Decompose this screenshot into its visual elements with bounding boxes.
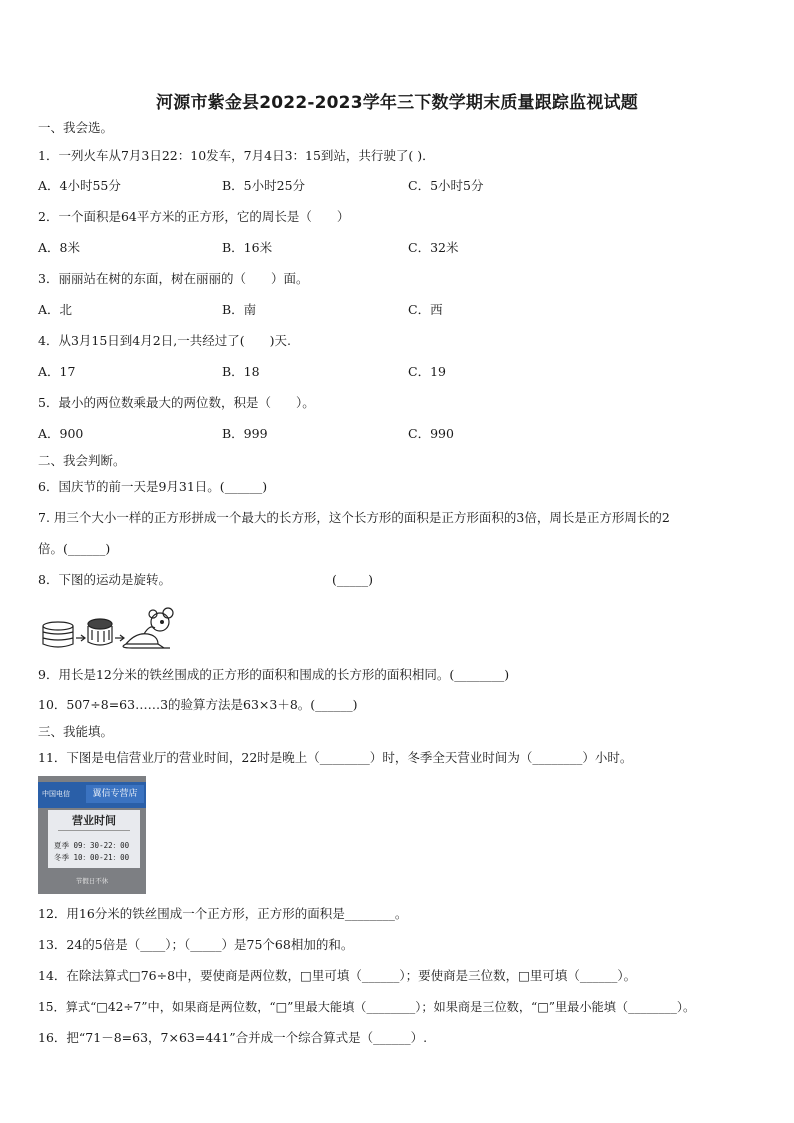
q2-option-c: C．32米 bbox=[408, 240, 459, 255]
question-16: 16．把“71－8=63，7×63=441”合并成一个综合算式是（______）. bbox=[38, 1030, 428, 1045]
q5-option-c: C．990 bbox=[408, 426, 454, 441]
store-name-label: 翼信专营店 bbox=[86, 785, 144, 803]
question-8: 8．下图的运动是旋转。 bbox=[38, 572, 171, 587]
section-heading-fill: 三、我能填。 bbox=[38, 724, 114, 739]
question-10: 10．507÷8=63……3的验算方法是63×3＋8。(______) bbox=[38, 697, 358, 712]
question-6: 6．国庆节的前一天是9月31日。(______) bbox=[38, 479, 268, 494]
q2-option-b: B．16米 bbox=[222, 240, 273, 255]
section-heading-choose: 一、我会选。 bbox=[38, 120, 114, 135]
question-7-line1: 7. 用三个大小一样的正方形拼成一个最大的长方形，这个长方形的面积是正方形面积的3倍，周长是正方形周长的2 bbox=[38, 510, 670, 525]
q4-option-a: A．17 bbox=[38, 364, 76, 379]
question-2: 2．一个面积是64平方米的正方形，它的周长是（ ） bbox=[38, 209, 350, 224]
q8-answer-blank: (_____) bbox=[332, 572, 374, 587]
q4-option-c: C．19 bbox=[408, 364, 446, 379]
question-7-line2: 倍。(______) bbox=[38, 541, 111, 556]
question-4: 4．从3月15日到4月2日,一共经过了( )天. bbox=[38, 333, 291, 348]
question-14: 14．在除法算式□76÷8中，要使商是两位数，□里可填（______）；要使商是三位数，□里可填（______）。 bbox=[38, 968, 637, 983]
q2-option-a: A．8米 bbox=[38, 240, 80, 255]
winter-hours: 冬季 10：00-21：00 bbox=[54, 853, 130, 862]
q3-option-c: C．西 bbox=[408, 302, 443, 317]
question-3: 3．丽丽站在树的东面，树在丽丽的（ ）面。 bbox=[38, 271, 309, 286]
question-11: 11．下图是电信营业厅的营业时间，22时是晚上（________）时，冬季全天营业时间为（________）小时。 bbox=[38, 750, 633, 765]
hours-divider bbox=[58, 830, 130, 831]
summer-hours: 夏季 09：30-22：00 bbox=[54, 841, 130, 850]
hours-header: 营业时间 bbox=[72, 814, 116, 827]
section-heading-judge: 二、我会判断。 bbox=[38, 453, 126, 468]
question-13: 13．24的5倍是（____）；（_____）是75个68相加的和。 bbox=[38, 937, 354, 952]
q1-option-a: A．4小时55分 bbox=[38, 178, 121, 193]
q5-option-b: B．999 bbox=[222, 426, 268, 441]
q3-option-b: B．南 bbox=[222, 302, 257, 317]
question-1: 1．一列火车从7月3日22：10发车，7月4日3：15到站，共行驶了( )． bbox=[38, 148, 435, 163]
telecom-brand-logo: 中国电信 bbox=[42, 790, 70, 798]
q1-option-c: C．5小时5分 bbox=[408, 178, 484, 193]
question-15: 15．算式“□42÷7”中，如果商是两位数，“□”里最大能填（________）；如果商是三位数，“□”里最小能填（________）。 bbox=[38, 1000, 696, 1014]
question-9: 9．用长是12分米的铁丝围成的正方形的面积和围成的长方形的面积相同。(________) bbox=[38, 667, 510, 682]
q4-option-b: B．18 bbox=[222, 364, 260, 379]
page-title: 河源市紫金县2022-2023学年三下数学期末质量跟踪监视试题 bbox=[156, 93, 638, 113]
question-12: 12．用16分米的铁丝围成一个正方形，正方形的面积是________。 bbox=[38, 906, 408, 921]
q3-option-a: A．北 bbox=[38, 302, 73, 317]
q5-option-a: A．900 bbox=[38, 426, 84, 441]
q1-option-b: B．5小时25分 bbox=[222, 178, 306, 193]
rotation-illustration bbox=[40, 604, 180, 650]
holiday-note: 节假日不休 bbox=[75, 877, 109, 885]
question-5: 5．最小的两位数乘最大的两位数，积是（ ）。 bbox=[38, 395, 315, 410]
hours-panel bbox=[48, 810, 140, 868]
telecom-hours-photo bbox=[38, 776, 146, 894]
